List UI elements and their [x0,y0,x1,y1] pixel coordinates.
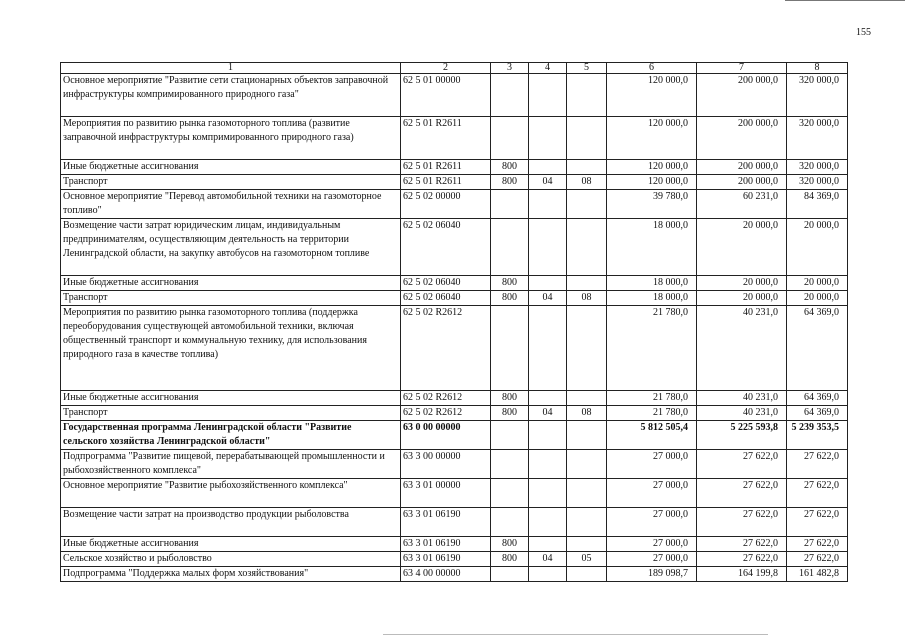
expense-type: 800 [491,175,529,190]
amount-col8: 64 369,0 [787,391,848,406]
amount-col6: 21 780,0 [607,391,697,406]
amount-col8: 27 622,0 [787,552,848,567]
amount-col6: 5 812 505,4 [607,421,697,450]
section [529,450,567,479]
target-code: 62 5 01 00000 [401,74,491,117]
amount-col8: 5 239 353,5 [787,421,848,450]
amount-col7: 200 000,0 [697,175,787,190]
table-row [61,306,848,391]
subsection [567,276,607,291]
column-number: 4 [529,63,567,74]
table-row [61,117,848,160]
expense-type [491,306,529,391]
section [529,421,567,450]
expense-type: 800 [491,276,529,291]
table-row [61,567,848,582]
item-name: Транспорт [61,291,401,306]
amount-col7: 27 622,0 [697,479,787,508]
amount-col7: 40 231,0 [697,406,787,421]
section: 04 [529,291,567,306]
table-row [61,190,848,219]
amount-col6: 189 098,7 [607,567,697,582]
amount-col6: 18 000,0 [607,219,697,276]
page-number: 155 [856,27,871,38]
subsection: 05 [567,552,607,567]
table-row [61,450,848,479]
target-code: 63 3 01 06190 [401,552,491,567]
amount-col7: 27 622,0 [697,552,787,567]
item-name: Основное мероприятие "Развитие рыбохозяйственного комплекса" [61,479,401,508]
subsection [567,450,607,479]
item-name: Возмещение части затрат на производство продукции рыболовства [61,508,401,537]
column-number-row [61,63,848,74]
subsection [567,421,607,450]
expense-type [491,567,529,582]
scan-edge-marks [383,634,768,635]
item-name: Иные бюджетные ассигнования [61,537,401,552]
expense-type [491,74,529,117]
amount-col7: 20 000,0 [697,219,787,276]
amount-col6: 39 780,0 [607,190,697,219]
amount-col7: 200 000,0 [697,160,787,175]
amount-col7: 27 622,0 [697,450,787,479]
target-code: 63 3 01 06190 [401,508,491,537]
column-number: 7 [697,63,787,74]
target-code: 63 3 00 00000 [401,450,491,479]
column-number: 3 [491,63,529,74]
section: 04 [529,552,567,567]
table-row [61,537,848,552]
target-code: 62 5 02 06040 [401,276,491,291]
table-row [61,74,848,117]
amount-col8: 320 000,0 [787,74,848,117]
amount-col8: 27 622,0 [787,537,848,552]
item-name: Сельское хозяйство и рыболовство [61,552,401,567]
expense-type: 800 [491,552,529,567]
subsection [567,391,607,406]
target-code: 62 5 02 R2612 [401,391,491,406]
target-code: 62 5 01 R2611 [401,175,491,190]
amount-col6: 27 000,0 [607,537,697,552]
item-name: Подпрограмма "Развитие пищевой, перерабатывающей промышленности и рыбохозяйственного комплекса" [61,450,401,479]
subsection [567,160,607,175]
target-code: 62 5 02 06040 [401,219,491,276]
item-name: Основное мероприятие "Развитие сети стационарных объектов заправочной инфраструктуры компримированного природного газа" [61,74,401,117]
expense-type [491,219,529,276]
table-row [61,276,848,291]
table-row [61,160,848,175]
amount-col7: 20 000,0 [697,291,787,306]
item-name: Мероприятия по развитию рынка газомоторного топлива (развитие заправочной инфраструктуры компримированного природного газа) [61,117,401,160]
section [529,508,567,537]
expense-type: 800 [491,406,529,421]
expense-type [491,508,529,537]
amount-col8: 161 482,8 [787,567,848,582]
budget-table [60,62,848,582]
table-row [61,508,848,537]
target-code: 63 0 00 00000 [401,421,491,450]
amount-col6: 21 780,0 [607,406,697,421]
target-code: 62 5 02 R2612 [401,306,491,391]
table-row [61,175,848,190]
amount-col7: 164 199,8 [697,567,787,582]
subsection [567,567,607,582]
amount-col6: 120 000,0 [607,74,697,117]
item-name: Возмещение части затрат юридическим лицам, индивидуальным предпринимателям, осуществляющим деятельность на территории Ленинградской области, на закупку автобусов на газомоторном топливе [61,219,401,276]
amount-col8: 27 622,0 [787,450,848,479]
amount-col8: 320 000,0 [787,160,848,175]
subsection [567,479,607,508]
item-name: Основное мероприятие "Перевод автомобильной техники на газомоторное топливо" [61,190,401,219]
subsection: 08 [567,406,607,421]
target-code: 62 5 02 R2612 [401,406,491,421]
item-name: Иные бюджетные ассигнования [61,160,401,175]
item-name: Подпрограмма "Поддержка малых форм хозяйствования" [61,567,401,582]
expense-type: 800 [491,291,529,306]
amount-col7: 200 000,0 [697,74,787,117]
subsection [567,74,607,117]
table-row [61,479,848,508]
amount-col6: 27 000,0 [607,552,697,567]
target-code: 62 5 02 06040 [401,291,491,306]
expense-type [491,421,529,450]
item-name: Иные бюджетные ассигнования [61,391,401,406]
amount-col7: 27 622,0 [697,537,787,552]
target-code: 62 5 02 00000 [401,190,491,219]
target-code: 63 3 01 06190 [401,537,491,552]
subsection [567,219,607,276]
table-row [61,552,848,567]
amount-col6: 18 000,0 [607,276,697,291]
amount-col7: 5 225 593,8 [697,421,787,450]
top-edge-rule [785,0,905,1]
section: 04 [529,406,567,421]
expense-type [491,117,529,160]
expense-type: 800 [491,391,529,406]
amount-col8: 27 622,0 [787,479,848,508]
amount-col8: 64 369,0 [787,306,848,391]
amount-col7: 27 622,0 [697,508,787,537]
amount-col6: 27 000,0 [607,508,697,537]
amount-col8: 27 622,0 [787,508,848,537]
amount-col8: 20 000,0 [787,276,848,291]
amount-col6: 27 000,0 [607,479,697,508]
section [529,190,567,219]
section [529,219,567,276]
amount-col6: 27 000,0 [607,450,697,479]
subsection: 08 [567,291,607,306]
item-name: Мероприятия по развитию рынка газомоторного топлива (поддержка переоборудования существующей автомобильной техники, включая общественный транспорт и коммунальную технику, для использования природного газа в качестве топлива) [61,306,401,391]
section [529,160,567,175]
section [529,276,567,291]
subsection: 08 [567,175,607,190]
section [529,306,567,391]
table-row [61,421,848,450]
amount-col8: 84 369,0 [787,190,848,219]
amount-col6: 21 780,0 [607,306,697,391]
table-row [61,219,848,276]
column-number: 8 [787,63,848,74]
amount-col7: 60 231,0 [697,190,787,219]
item-name: Транспорт [61,175,401,190]
column-number: 2 [401,63,491,74]
amount-col8: 320 000,0 [787,175,848,190]
column-number: 1 [61,63,401,74]
section: 04 [529,175,567,190]
table-row [61,406,848,421]
section [529,117,567,160]
expense-type: 800 [491,537,529,552]
subsection [567,190,607,219]
target-code: 62 5 01 R2611 [401,117,491,160]
section [529,391,567,406]
column-number: 5 [567,63,607,74]
amount-col8: 64 369,0 [787,406,848,421]
section [529,537,567,552]
table-row [61,391,848,406]
section [529,74,567,117]
subsection [567,117,607,160]
amount-col6: 120 000,0 [607,117,697,160]
subsection [567,306,607,391]
item-name: Транспорт [61,406,401,421]
subsection [567,537,607,552]
item-name: Иные бюджетные ассигнования [61,276,401,291]
amount-col8: 320 000,0 [787,117,848,160]
expense-type [491,190,529,219]
column-number: 6 [607,63,697,74]
section [529,567,567,582]
expense-type [491,450,529,479]
expense-type: 800 [491,160,529,175]
target-code: 63 4 00 00000 [401,567,491,582]
amount-col7: 40 231,0 [697,391,787,406]
expense-type [491,479,529,508]
amount-col6: 120 000,0 [607,160,697,175]
amount-col6: 18 000,0 [607,291,697,306]
section [529,479,567,508]
amount-col8: 20 000,0 [787,219,848,276]
amount-col8: 20 000,0 [787,291,848,306]
subsection [567,508,607,537]
item-name: Государственная программа Ленинградской области "Развитие сельского хозяйства Ленинградской области" [61,421,401,450]
amount-col7: 40 231,0 [697,306,787,391]
amount-col6: 120 000,0 [607,175,697,190]
target-code: 63 3 01 00000 [401,479,491,508]
table-row [61,291,848,306]
amount-col7: 200 000,0 [697,117,787,160]
target-code: 62 5 01 R2611 [401,160,491,175]
amount-col7: 20 000,0 [697,276,787,291]
